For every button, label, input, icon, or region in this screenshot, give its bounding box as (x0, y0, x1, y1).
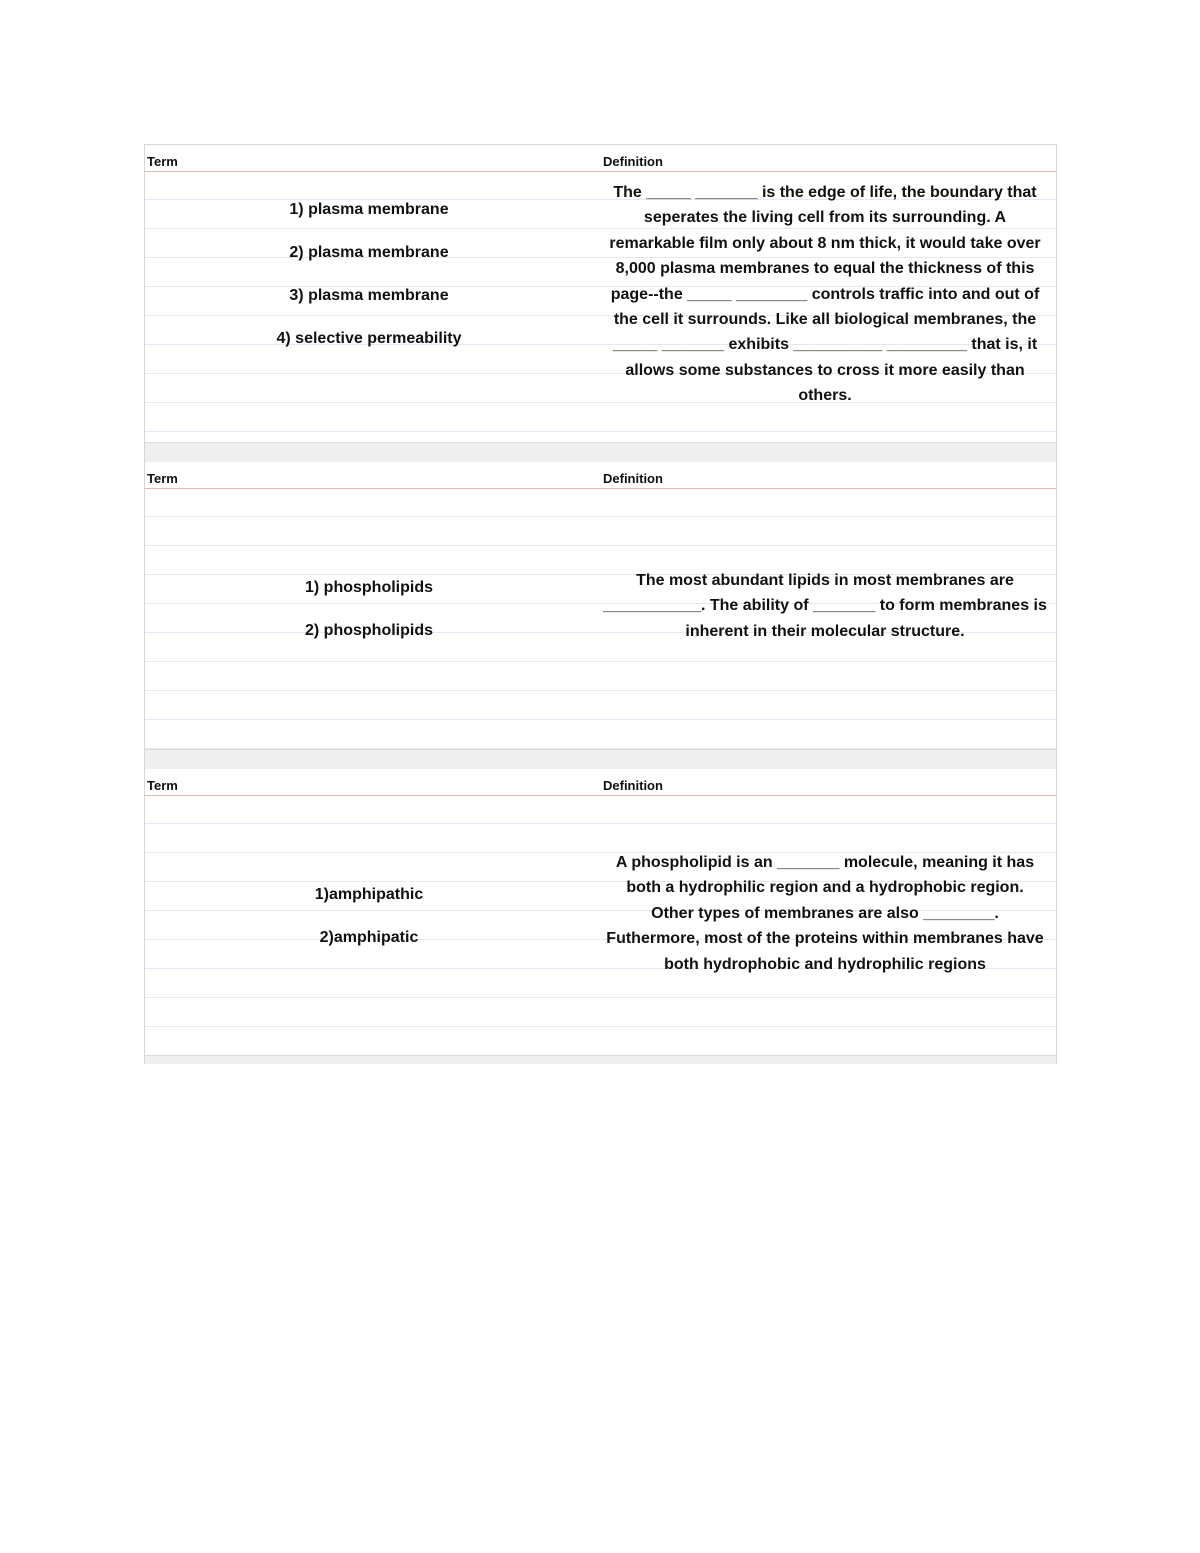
definition-text: A phospholipid is an _______ molecule, meaning it has both a hydrophilic region and a hydrophobic region. Other types of membranes are also ________. Futhermore, most of the proteins within membranes have both hydrophobic and hydrophilic regions (606, 854, 1044, 973)
card-body (145, 796, 1056, 1055)
card-body (145, 489, 1056, 749)
term-item: 2) plasma membrane (289, 244, 449, 261)
card-header (145, 462, 1056, 489)
term-item: 2)amphipatic (319, 929, 419, 946)
flashcard (145, 769, 1056, 1055)
card-divider (145, 749, 1056, 769)
term-list (145, 199, 593, 371)
term-list (145, 577, 593, 663)
term-item: 4) selective permeability (276, 330, 462, 347)
term-column-header: Term (147, 778, 178, 793)
flashcard (145, 145, 1056, 442)
card-divider (145, 1055, 1056, 1064)
term-column-header: Term (147, 154, 178, 169)
term-list (145, 884, 593, 970)
term-item: 2) phospholipids (305, 622, 433, 639)
term-item: 3) plasma membrane (289, 287, 449, 304)
term-item: 1)amphipathic (314, 886, 424, 903)
flashcard (145, 462, 1056, 749)
definition-column-header: Definition (603, 154, 663, 169)
definition-text: The most abundant lipids in most membranes are ___________. The ability of _______ to form membranes is inherent in their molecular structure. (603, 572, 1047, 640)
card-divider (145, 442, 1056, 462)
flashcard-sheet (144, 144, 1057, 1064)
card-body (145, 172, 1056, 442)
definition-text: The _____ _______ is the edge of life, the boundary that seperates the living cell from its surrounding. A remarkable film only about 8 nm thick, it would take over 8,000 plasma membranes to equal the thickness of this page--the _____ ________ controls traffic into and out of the cell it surrounds. Like all biological membranes, the _____ _______ exhibits __________ _________ that is, it allows some substances to cross it more easily than others. (609, 184, 1041, 405)
term-item: 1) plasma membrane (289, 201, 449, 218)
definition-column-header: Definition (603, 471, 663, 486)
term-column-header: Term (147, 471, 178, 486)
card-header (145, 145, 1056, 172)
term-item: 1) phospholipids (305, 579, 433, 596)
card-header (145, 769, 1056, 796)
definition-column-header: Definition (603, 778, 663, 793)
